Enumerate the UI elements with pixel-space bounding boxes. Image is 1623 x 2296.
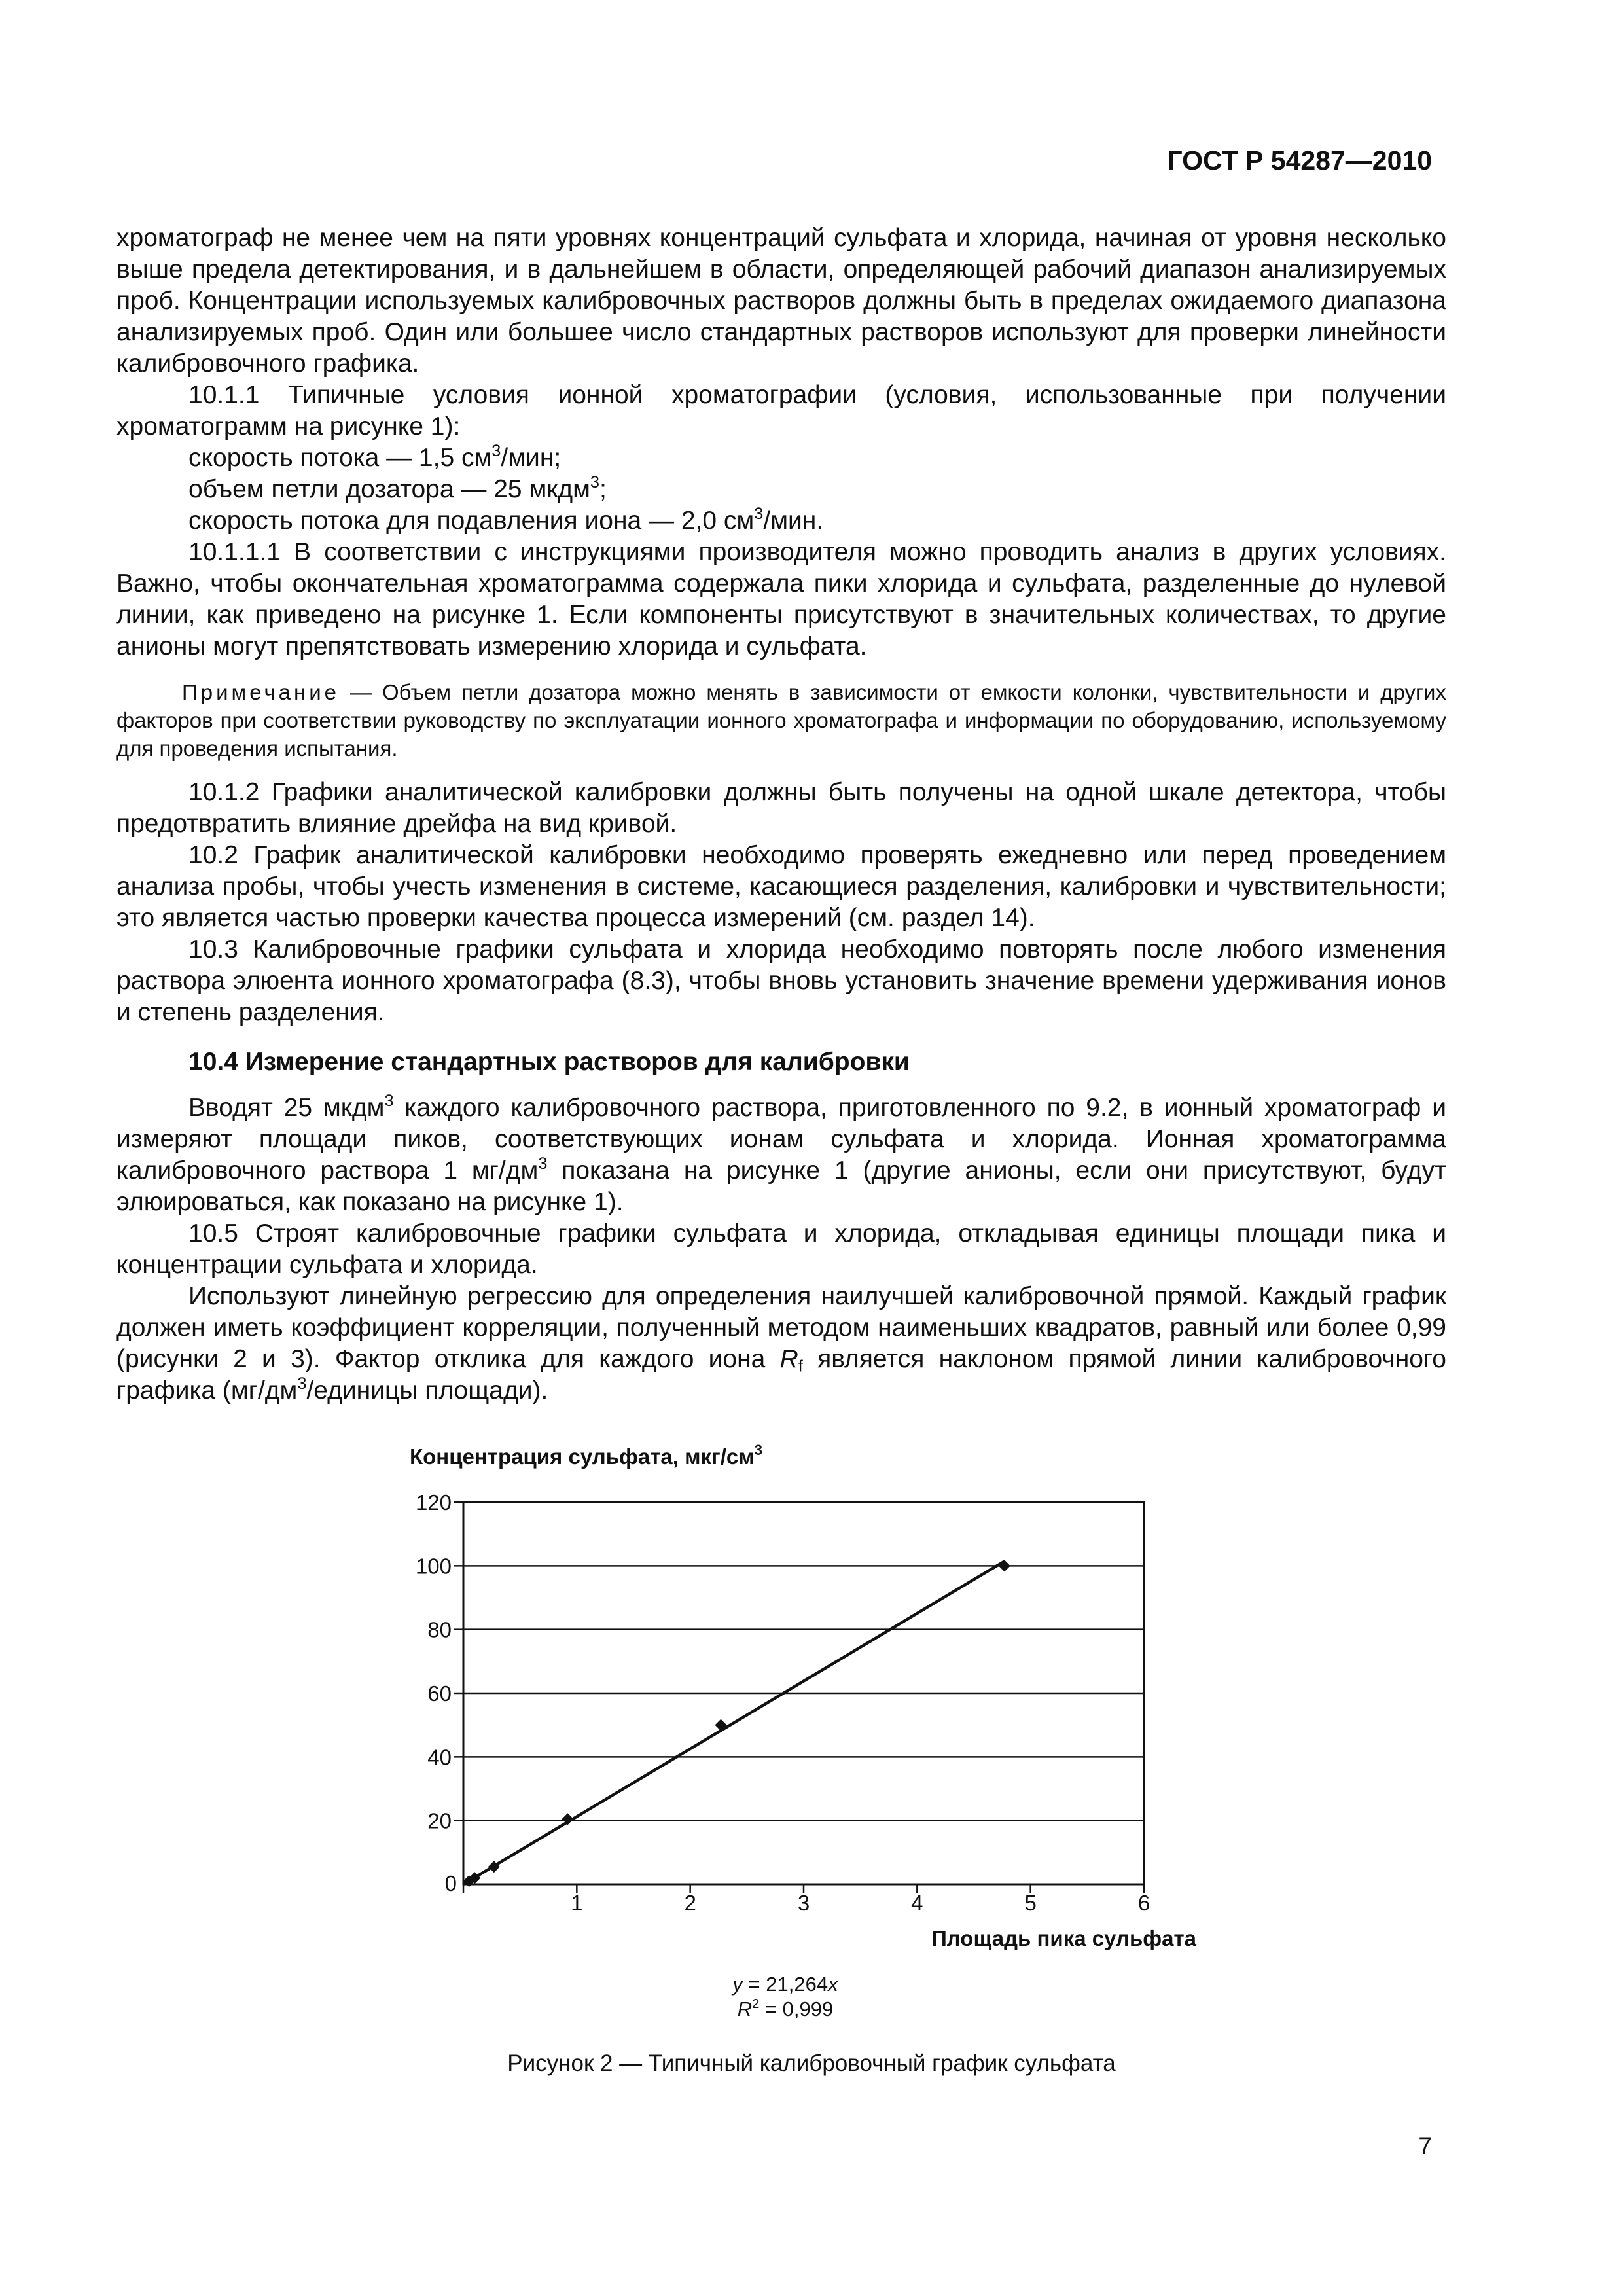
calibration-chart	[366, 1437, 1217, 1980]
figure-caption: Рисунок 2 — Типичный калибровочный график сульфата	[507, 2051, 1116, 2076]
chart-ylabel: Концентрация сульфата, мкг/$см^3$	[410, 1442, 762, 1469]
body-text	[116, 223, 1446, 1407]
paragraph: 10.1.1 Типичные условия ионной хроматографии (условия, использованные при получении хроматограмм на рисунке 1):	[116, 381, 1446, 440]
section-heading: 10.4 Измерение стандартных растворов для калибровки	[188, 1048, 910, 1076]
paragraph: Используют линейную регрессию для определения наилучшей калибровочной прямой. Каждый график должен иметь коэффициент корреляции, полученный методом наименьших квадратов, равный или более 0,99 (рисунки 2 и 3). Фактор отклика для каждого иона $R_f$ является наклоном прямой линии калибровочного графика ($мг/дм^3$/единицы площади).	[116, 1282, 1446, 1405]
note	[116, 678, 1446, 762]
r-squared-line: $R^2 = 0,999$	[737, 1996, 834, 2020]
y-tick-label: 40	[427, 1745, 452, 1770]
list-item: скорость потока — 1,5 $см^3$/мин;	[188, 441, 562, 472]
equation-line: y = 21,264x	[732, 1973, 838, 1996]
x-tick-label: 1	[571, 1891, 583, 1915]
regression-equation	[654, 1972, 916, 2022]
document-standard-number: ГОСТ Р 54287—2010	[1167, 145, 1432, 175]
chart-xlabel: Площадь пика сульфата	[931, 1926, 1196, 1950]
y-tick-label: 20	[427, 1808, 452, 1833]
data-point	[999, 1560, 1010, 1571]
paragraph: 10.1.2 Графики аналитической калибровки должны быть получены на одной шкале детектора, чтобы предотвратить влияние дрейфа на вид кривой.	[116, 778, 1446, 838]
note-text: — Объем петли дозатора можно менять в зависимости от емкости колонки, чувствительности и других факторов при соответствии руководству по эксплуатации ионного хроматографа и информации по оборудованию, используемому для проведения испытания.	[116, 680, 1446, 761]
paragraph: 10.2 График аналитической калибровки необходимо проверять ежедневно или перед проведением анализа пробы, чтобы учесть изменения в системе, касающиеся разделения, калибровки и чувствительности; это является частью проверки качества процесса измерений (см. раздел 14).	[116, 841, 1446, 932]
page-number: 7	[1418, 2132, 1432, 2159]
paragraph: Вводят 25 мкдм$^3$ каждого калибровочного раствора, приготовленного по 9.2, в ионный хроматограф и измеряют площади пиков, соответствующих ионам сульфата и хлорида. Ионная хроматограмма калибровочного раствора 1 $мг/дм^3$ показана на рисунке 1 (другие анионы, если они присутствуют, будут элюироваться, как показано на рисунке 1).	[116, 1091, 1447, 1216]
trend-line	[463, 1561, 1005, 1884]
paragraph: хроматограф не менее чем на пяти уровнях концентраций сульфата и хлорида, начиная от уровня несколько выше предела детектирования, и в дальнейшем в области, определяющей рабочий диапазон анализируемых проб. Концентрации используемых калибровочных растворов должны быть в пределах ожидаемого диапазона анализируемых проб. Один или большее число стандартных растворов используют для проверки линейности калибровочного графика.	[116, 224, 1446, 378]
x-tick-label: 3	[797, 1891, 810, 1915]
x-tick-label: 0	[444, 1871, 457, 1895]
y-tick-label: 100	[415, 1554, 452, 1579]
list-item: скорость потока для подавления иона — 2,0 $см^3$/мин.	[188, 504, 824, 535]
paragraph: 10.3 Калибровочные графики сульфата и хлорида необходимо повторять после любого изменения раствора элюента ионного хроматографа (8.3), чтобы вновь установить значение времени удерживания ионов и степень разделения.	[116, 935, 1446, 1026]
x-tick-label: 2	[684, 1891, 696, 1915]
list-item: объем петли дозатора — 25 мкдм$^3$;	[188, 473, 607, 503]
chart-svg	[366, 1437, 1217, 1980]
paragraph: 10.5 Строят калибровочные графики сульфата и хлорида, откладывая единицы площади пика и концентрации сульфата и хлорида.	[116, 1219, 1446, 1279]
y-tick-label: 80	[427, 1617, 452, 1642]
note-label: Примечание	[182, 680, 340, 704]
y-tick-label: 60	[427, 1681, 452, 1706]
x-tick-label: 4	[911, 1891, 923, 1915]
y-tick-label: 120	[415, 1490, 452, 1515]
paragraph: 10.1.1.1 В соответствии с инструкциями производителя можно проводить анализ в других условиях. Важно, чтобы окончательная хроматограмма содержала пики хлорида и сульфата, разделенные до нулевой линии, как приведено на рисунке 1. Если компоненты присутствуют в значительных количествах, то другие анионы могут препятствовать измерению хлорида и сульфата.	[116, 538, 1446, 660]
x-tick-label: 5	[1024, 1891, 1037, 1915]
x-tick-label: 6	[1137, 1891, 1150, 1915]
